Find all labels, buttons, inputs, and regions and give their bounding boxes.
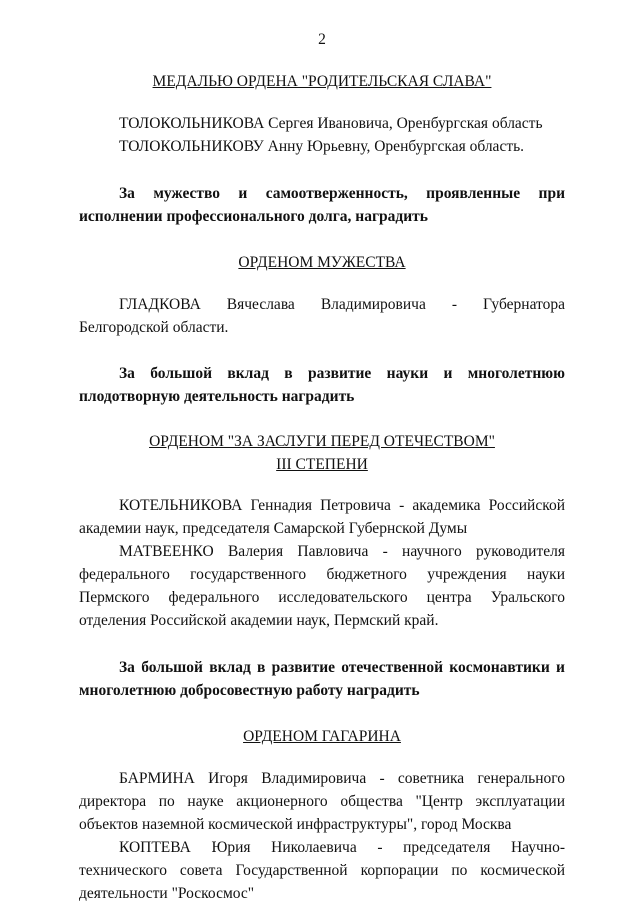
recipient-paragraph: ТОЛОКОЛЬНИКОВА Сергея Ивановича, Оренбургская область: [119, 115, 543, 132]
recipient-paragraph: БАРМИНА Игоря Владимировича - советника генерального директора по науке акционерного общества "Центр эксплуатации объектов наземной космической инфраструктуры", город Москва: [79, 770, 565, 833]
award-heading-parental-glory: МЕДАЛЬЮ ОРДЕНА "РОДИТЕЛЬСКАЯ СЛАВА": [152, 73, 492, 90]
award-heading-gagarin: ОРДЕНОМ ГАГАРИНА: [243, 728, 401, 745]
decree-paragraph: За мужество и самоотверженность, проявленные при исполнении профессионального долга, наградить: [79, 185, 565, 225]
document-page: [79, 28, 565, 905]
recipient-paragraph: КОТЕЛЬНИКОВА Геннадия Петровича - академика Российской академии наук, председателя Самарской Губернской Думы: [79, 497, 565, 537]
award-heading-degree: III СТЕПЕНИ: [276, 456, 368, 473]
award-heading-courage: ОРДЕНОМ МУЖЕСТВА: [238, 254, 406, 271]
decree-paragraph: За большой вклад в развитие отечественной космонавтики и многолетнюю добросовестную работу наградить: [79, 659, 565, 699]
recipient-paragraph: МАТВЕЕНКО Валерия Павловича - научного руководителя федерального государственного бюджетного учреждения науки Пермского федерального исследовательского центра Уральского отделения Российской академии наук, Пермский край.: [79, 543, 565, 629]
recipient-paragraph: ГЛАДКОВА Вячеслава Владимировича - Губернатора Белгородской области.: [79, 296, 565, 336]
recipient-paragraph: КОПТЕВА Юрия Николаевича - председателя Научно-технического совета Государственной корпорации по космической деятельности "Роскосмос": [79, 839, 565, 902]
decree-paragraph: За большой вклад в развитие науки и многолетнюю плодотворную деятельность наградить: [79, 365, 565, 405]
recipient-paragraph: ТОЛОКОЛЬНИКОВУ Анну Юрьевну, Оренбургская область.: [119, 138, 525, 155]
award-heading-merit-fatherland: ОРДЕНОМ "ЗА ЗАСЛУГИ ПЕРЕД ОТЕЧЕСТВОМ": [149, 433, 495, 450]
page-number: 2: [318, 31, 326, 48]
